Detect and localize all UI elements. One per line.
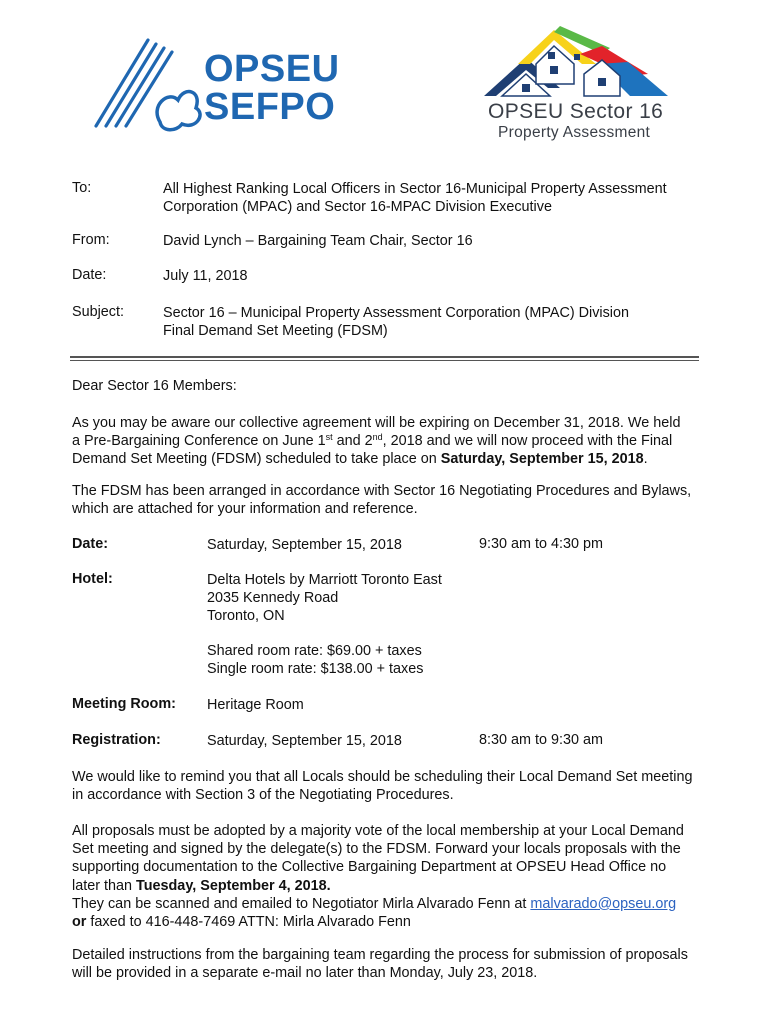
p3-line: in accordance with Section 3 of the Negotiating Procedures. — [72, 787, 454, 804]
date-value: July 11, 2018 — [163, 268, 248, 284]
p4-line: All proposals must be adopted by a majority vote of the local membership at your Local Demand — [72, 823, 684, 839]
hotel-street: 2035 Kennedy Road — [207, 590, 339, 606]
header-divider-thin — [70, 360, 699, 361]
subject-label: Subject: — [72, 304, 124, 320]
detail-registration-time: 8:30 am to 9:30 am — [479, 732, 603, 748]
p4-line: or faxed to 416-448-7469 ATTN: Mirla Alvarado Fenn — [72, 914, 411, 931]
detail-hotel-address — [207, 571, 442, 625]
hotel-name: Delta Hotels by Marriott Toronto East — [207, 572, 442, 588]
greeting: Dear Sector 16 Members: — [72, 378, 237, 394]
to-label: To: — [72, 180, 92, 196]
paragraph-1 — [72, 414, 702, 469]
p5-line: will be provided in a separate e-mail no later than Monday, July 23, 2018. — [72, 965, 538, 982]
detail-registration-label: Registration: — [72, 732, 161, 748]
detail-date-label: Date: — [72, 536, 108, 552]
p5-line: Detailed instructions from the bargaining team regarding the process for submission of proposals — [72, 947, 688, 963]
sector-subtitle: Property Assessment — [498, 124, 651, 141]
single-rate: Single room rate: $138.00 + taxes — [207, 661, 424, 677]
p1-line: a Pre-Bargaining Conference on June 1st and 2nd, 2018 and we will now proceed with the Final — [72, 432, 673, 450]
p2-line: which are attached for your information and reference. — [72, 501, 418, 518]
opseu-sefpo-logo — [92, 34, 340, 134]
subject-line-2: Final Demand Set Meeting (FDSM) — [163, 323, 388, 339]
from-label: From: — [72, 232, 110, 248]
p3-line: We would like to remind you that all Locals should be scheduling their Local Demand Set meeting — [72, 769, 693, 785]
sefpo-wordmark: SEFPO — [204, 86, 336, 128]
sector16-logo — [478, 24, 678, 146]
from-value: David Lynch – Bargaining Team Chair, Sector 16 — [163, 233, 473, 249]
detail-room-value: Heritage Room — [207, 697, 304, 713]
email-link[interactable]: malvarado@opseu.org — [530, 895, 677, 912]
p4-line: Set meeting and signed by the delegate(s) to the FDSM. Forward your locals proposals with the — [72, 841, 681, 858]
paragraph-3 — [72, 768, 702, 804]
opseu-swoosh-icon — [92, 34, 212, 134]
p1-line: As you may be aware our collective agreement will be expiring on December 31, 2018. We held — [72, 415, 681, 431]
paragraph-4 — [72, 822, 702, 931]
date-label: Date: — [72, 267, 107, 283]
p4-line: They can be scanned and emailed to Negotiator Mirla Alvarado Fenn at malvarado@opseu.org — [72, 895, 677, 912]
header-divider — [70, 356, 699, 358]
p4-line: supporting documentation to the Collective Bargaining Department at OPSEU Head Office no — [72, 859, 667, 876]
paragraph-2 — [72, 482, 702, 518]
p2-line: The FDSM has been arranged in accordance with Sector 16 Negotiating Procedures and Bylaws, — [72, 483, 692, 499]
detail-date-value: Saturday, September 15, 2018 — [207, 537, 402, 553]
houses-icon — [478, 24, 678, 104]
detail-registration-value: Saturday, September 15, 2018 — [207, 733, 402, 749]
subject-value — [163, 304, 703, 340]
hotel-city: Toronto, ON — [207, 608, 285, 624]
shared-rate: Shared room rate: $69.00 + taxes — [207, 643, 422, 659]
subject-line-1: Sector 16 – Municipal Property Assessment Corporation (MPAC) Division — [163, 305, 630, 321]
opseu-wordmark: OPSEU — [204, 48, 340, 90]
detail-room-rates — [207, 642, 423, 678]
detail-hotel-label: Hotel: — [72, 571, 113, 587]
to-line-1: All Highest Ranking Local Officers in Sector 16-Municipal Property Assessment — [163, 181, 667, 197]
sector-title: OPSEU Sector 16 — [488, 100, 664, 123]
paragraph-5 — [72, 946, 702, 982]
p4-line: later than Tuesday, September 4, 2018. — [72, 877, 331, 894]
p1-line: Demand Set Meeting (FDSM) scheduled to take place on Saturday, September 15, 2018. — [72, 451, 648, 468]
to-value — [163, 180, 703, 216]
detail-date-time: 9:30 am to 4:30 pm — [479, 536, 603, 552]
detail-room-label: Meeting Room: — [72, 696, 176, 712]
to-line-2: Corporation (MPAC) and Sector 16-MPAC Division Executive — [163, 199, 552, 215]
